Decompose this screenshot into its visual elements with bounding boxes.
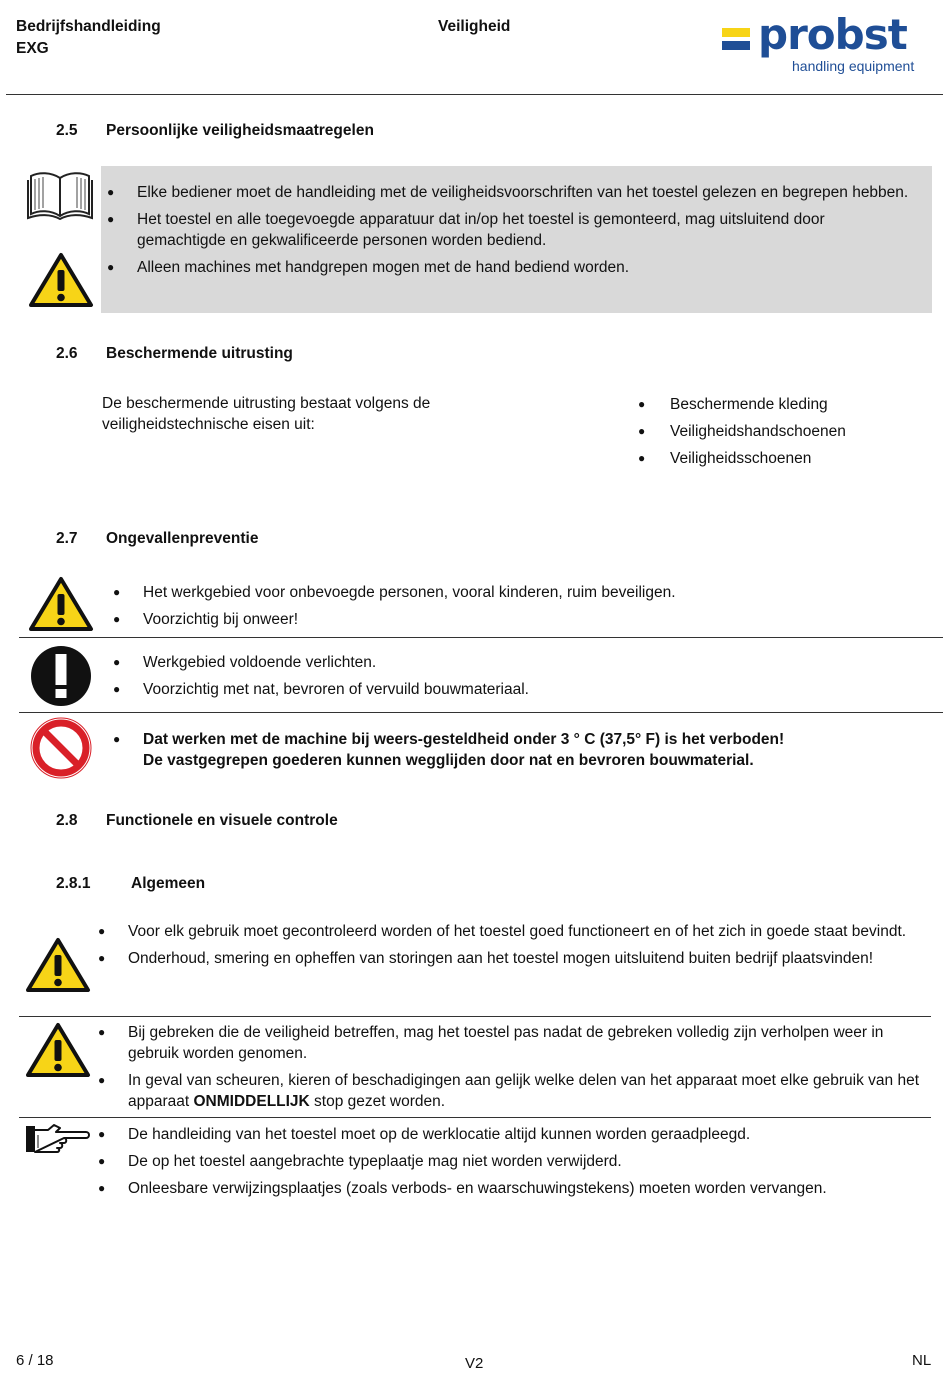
exclamation-icon [30,645,92,707]
accident-prevention-warning [113,729,923,771]
general-check-list-3 [98,1124,923,1199]
list-item: ● Alleen machines met handgrepen mogen met de hand bediend worden. [107,259,630,276]
list-item: ● Voorzichtig met nat, bevroren of vervuild bouwmateriaal. [113,681,529,698]
warning-icon [28,252,94,308]
subsection-number: 2.8.1 [56,875,91,892]
list-item: ● Werkgebied voldoende verlichten. [113,654,377,671]
section-title: Persoonlijke veiligheidsmaatregelen [106,122,374,139]
book-icon [27,170,93,220]
list-item: ● Elke bediener moet de handleiding met de veiligheidsvoorschriften van het toestel gelezen en begrepen hebben. [107,184,909,201]
section-number: 2.6 [56,345,78,362]
header-model: EXG [16,40,49,57]
header-section: Veiligheid [438,18,511,35]
version-label: V2 [465,1355,484,1372]
list-item: ● De op het toestel aangebrachte typeplaatje mag niet worden verwijderd. [98,1153,622,1170]
probst-logo [722,10,936,78]
list-item: ● Het werkgebied voor onbevoegde personen, vooral kinderen, ruim beveiligen. [113,584,676,601]
section-title: Ongevallenpreventie [106,530,259,547]
warning-icon [28,576,94,632]
header-doc-title: Bedrijfshandleiding [16,18,161,35]
section-title: Beschermende uitrusting [106,345,293,362]
logo-tagline: handling equipment [792,58,915,74]
divider [19,637,943,638]
list-item: ● In geval van scheuren, kieren of beschadigingen aan gelijk welke delen van het apparaat moet elke gebruik van het apparaat ONMIDDELLIJK stop gezet worden. [98,1072,920,1110]
warning-icon [25,1022,91,1078]
list-item: ● Dat werken met de machine bij weers-gesteldheid onder 3 ° C (37,5° F) is het verboden! De vastgegrepen goederen kunnen wegglijden door nat en bevroren bouwmaterial. [113,731,785,769]
section-title: Functionele en visuele controle [106,812,338,829]
list-item: ● Bij gebreken die de veiligheid betreffen, mag het toestel pas nadat de gebreken volledig zijn verholpen weer in gebruik worden genomen. [98,1024,884,1062]
list-item: ● Veiligheidshandschoenen [638,423,846,440]
language-label: NL [912,1352,932,1369]
accident-prevention-list-1 [113,582,923,630]
logo-wordmark: probst [758,10,907,59]
list-item: ● Voorzichtig bij onweer! [113,611,299,628]
list-item: ● Voor elk gebruik moet gecontroleerd worden of het toestel goed functioneert en of het zich in goede staat bevindt. [98,923,907,940]
divider [19,1117,931,1118]
divider [19,712,943,713]
subsection-title: Algemeen [131,875,206,892]
pointing-hand-icon [24,1122,92,1156]
header-divider [6,94,943,95]
list-item: ● Onderhoud, smering en opheffen van storingen aan het toestel mogen uitsluitend buiten bedrijf plaatsvinden! [98,950,874,967]
list-item: ● Het toestel en alle toegevoegde apparatuur dat in/op het toestel is gemonteerd, mag uitsluitend door gemachtigde en gekwalificeerde personen worden bediend. [107,211,825,249]
section-number: 2.5 [56,122,78,139]
section-number: 2.7 [56,530,78,547]
warning-icon [25,937,91,993]
page-number: 6 / 18 [16,1352,54,1369]
emphasis-text: ONMIDDELLIJK [193,1093,310,1110]
prohibited-icon [29,716,93,780]
accident-prevention-list-2 [113,652,923,700]
list-item: ● De handleiding van het toestel moet op de werklocatie altijd kunnen worden geraadpleegd. [98,1126,751,1143]
protective-equipment-intro: De beschermende uitrusting bestaat volgens de veiligheidstechnische eisen uit: [102,395,431,433]
list-item: ● Beschermende kleding [638,396,828,413]
divider [19,1016,931,1017]
general-check-list-1 [98,921,923,969]
list-item: ● Veiligheidsschoenen [638,450,812,467]
protective-equipment-list [638,394,920,469]
personal-safety-list [107,182,917,278]
section-number: 2.8 [56,812,78,829]
list-item: ● Onleesbare verwijzingsplaatjes (zoals verbods- en waarschuwingstekens) moeten worden vervangen. [98,1180,827,1197]
general-check-list-2 [98,1022,923,1112]
